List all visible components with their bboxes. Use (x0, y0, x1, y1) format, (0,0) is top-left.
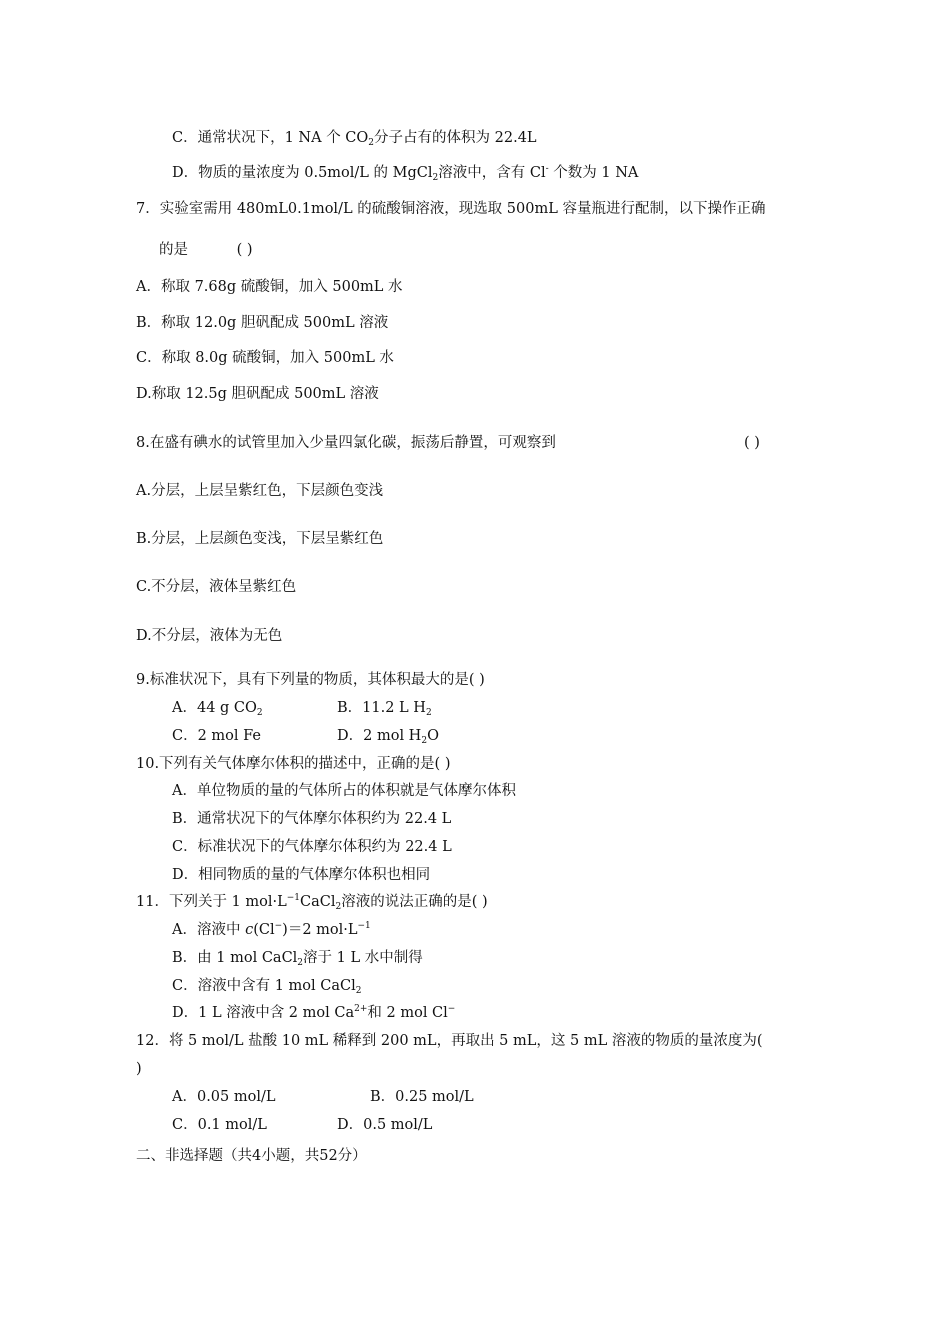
q11-option-d-sup1: 2+ (354, 1004, 368, 1014)
q7-option-a: A．称取 7.68g 硫酸铜，加入 500mL 水 (136, 279, 403, 295)
q7-stem-line2 (159, 240, 253, 260)
q11-option-b-text-end: 溶于 1 L 水中制得 (303, 950, 423, 966)
q11-stem (136, 892, 488, 912)
q11-option-d-sup2: − (447, 1004, 456, 1014)
q6-option-d-text-mid: 溶液中，含有 Cl (438, 165, 546, 181)
q6-option-c (172, 128, 537, 148)
q6-option-c-text-end: 分子占有的体积为 22.4L (374, 130, 537, 146)
q9-option-d-text-end: O (427, 728, 439, 744)
q8-option-a: A.分层，上层呈紫红色，下层颜色变浅 (136, 483, 384, 499)
q9-option-d (337, 726, 439, 746)
q10-option-b: B．通常状况下的气体摩尔体积约为 22.4 L (172, 811, 452, 827)
q9-option-a (172, 698, 263, 718)
q9-option-b-text: B．11.2 L H (337, 700, 426, 716)
q9-stem: 9.标准状况下，具有下列量的物质，其体积最大的是( ) (136, 672, 485, 688)
q11-option-d-text-mid: 和 2 mol Cl (367, 1005, 448, 1021)
q10-stem: 10.下列有关气体摩尔体积的描述中，正确的是( ) (136, 756, 451, 772)
q6-option-d-text: D．物质的量浓度为 0.5mol/L 的 MgCl (172, 165, 433, 181)
q11-option-b-text: B．由 1 mol CaCl (172, 950, 298, 966)
q10-option-c: C．标准状况下的气体摩尔体积约为 22.4 L (172, 839, 452, 855)
q6-option-d-sub: 2 (432, 173, 439, 183)
q12-option-b: B．0.25 mol/L (370, 1089, 474, 1105)
q9-option-d-text: D．2 mol H (337, 728, 422, 744)
q11-option-c-text: C．溶液中含有 1 mol CaCl (172, 978, 356, 994)
q11-option-d (172, 1003, 455, 1023)
q11-option-b-sub: 2 (297, 958, 304, 968)
q11-stem-sub: 2 (335, 902, 342, 912)
q9-option-a-text: A．44 g CO (172, 700, 257, 716)
q6-option-d-sup: - (545, 164, 549, 174)
q12-option-c: C．0.1 mol/L (172, 1117, 267, 1133)
q6-option-d-text-end: 个数为 1 NA (548, 165, 639, 181)
q9-option-c: C．2 mol Fe (172, 728, 262, 744)
q11-option-a-text-mid2: )＝2 mol·L (282, 922, 358, 938)
q8-option-c: C.不分层，液体呈紫红色 (136, 579, 297, 595)
q9-option-d-sub: 2 (421, 736, 428, 746)
q11-option-c (172, 976, 361, 996)
q12-stem-line1: 12．将 5 mol/L 盐酸 10 mL 稀释到 200 mL，再取出 5 mL，这 5 mL 溶液的物质的量浓度为( (136, 1033, 763, 1049)
q6-option-d (172, 163, 638, 183)
q11-option-c-sub: 2 (355, 986, 362, 996)
q11-option-a-sup1: − (274, 921, 283, 931)
q7-stem-line1: 7．实验室需用 480mL0.1mol/L 的硫酸铜溶液，现选取 500mL 容量瓶进行配制，以下操作正确 (136, 201, 766, 217)
q9-option-b-sub: 2 (425, 708, 432, 718)
q11-stem-text-end: 溶液的说法正确的是( ) (341, 894, 488, 910)
q11-option-a-symbol: c (245, 922, 254, 938)
q11-option-d-text: D．1 L 溶液中含 2 mol Ca (172, 1005, 355, 1021)
q7-stem-line2-text: 的是 (159, 242, 188, 258)
section-2-title: 二、非选择题（共4小题，共52分） (136, 1148, 367, 1164)
q11-option-a-sup2: −1 (357, 921, 371, 931)
q10-option-d: D．相同物质的量的气体摩尔体积也相同 (172, 867, 431, 883)
q7-option-b: B．称取 12.0g 胆矾配成 500mL 溶液 (136, 315, 389, 331)
q10-option-a: A．单位物质的量的气体所占的体积就是气体摩尔体积 (172, 783, 516, 799)
q6-option-c-sub: 2 (368, 138, 375, 148)
q11-stem-text-mid: CaCl (300, 894, 336, 910)
q11-option-a-text: A．溶液中 (172, 922, 246, 938)
q11-option-a-text-mid: (Cl (253, 922, 275, 938)
q7-option-d: D.称取 12.5g 胆矾配成 500mL 溶液 (136, 386, 379, 402)
q11-option-a (172, 920, 371, 940)
q7-option-c: C．称取 8.0g 硫酸铜，加入 500mL 水 (136, 350, 394, 366)
q6-option-c-text: C．通常状况下，1 NA 个 CO (172, 130, 369, 146)
q9-option-a-sub: 2 (256, 708, 263, 718)
q9-option-b (337, 698, 432, 718)
q8-stem: 8.在盛有碘水的试管里加入少量四氯化碳，振荡后静置，可观察到 (136, 435, 556, 451)
q11-stem-sup: −1 (286, 893, 301, 903)
q8-option-b: B.分层，上层颜色变浅，下层呈紫红色 (136, 531, 384, 547)
q12-option-a: A．0.05 mol/L (172, 1089, 276, 1105)
q8-answer-paren: ( ) (744, 435, 760, 451)
q11-stem-text: 11．下列关于 1 mol·L (136, 894, 287, 910)
q7-answer-paren: ( ) (236, 242, 253, 258)
q11-option-b (172, 948, 423, 968)
q12-option-d: D．0.5 mol/L (337, 1117, 433, 1133)
q8-option-d: D.不分层，液体为无色 (136, 628, 283, 644)
q12-stem-line2: ) (136, 1061, 142, 1077)
